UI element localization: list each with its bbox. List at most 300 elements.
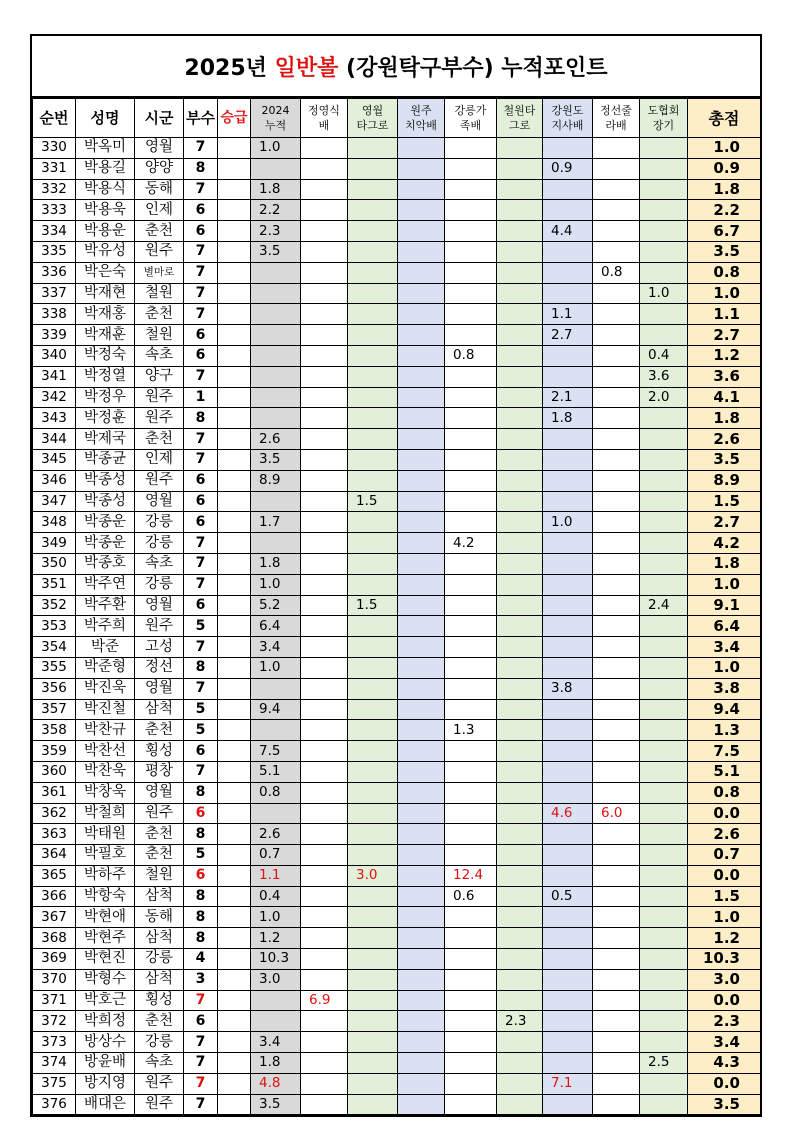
- score-cell: [251, 533, 301, 554]
- player-name: 박진철: [76, 699, 135, 720]
- score-cell: [640, 824, 688, 845]
- score-cell: [543, 1011, 593, 1032]
- row-number: 339: [33, 325, 76, 346]
- score-cell: [497, 429, 543, 450]
- total-cell: 3.5: [688, 241, 761, 262]
- score-cell: [593, 158, 640, 179]
- table-row: [33, 990, 761, 1011]
- player-city: 춘천: [135, 824, 184, 845]
- total-cell: 1.0: [688, 657, 761, 678]
- score-cell: 1.0: [543, 512, 593, 533]
- score-cell: 4.2: [445, 533, 497, 554]
- total-cell: 3.6: [688, 366, 761, 387]
- score-cell: [543, 449, 593, 470]
- table-row: [33, 533, 761, 554]
- score-cell: [301, 158, 348, 179]
- score-cell: [497, 179, 543, 200]
- score-cell: 2.3: [497, 1011, 543, 1032]
- score-cell: [593, 366, 640, 387]
- score-cell: [398, 241, 445, 262]
- score-cell: [543, 907, 593, 928]
- score-cell: [348, 387, 398, 408]
- score-cell: [445, 325, 497, 346]
- score-cell: 1.1: [543, 304, 593, 325]
- promotion-cell: [218, 595, 251, 616]
- total-cell: 2.3: [688, 1011, 761, 1032]
- player-name: 박종운: [76, 533, 135, 554]
- score-cell: [348, 179, 398, 200]
- total-cell: 7.5: [688, 741, 761, 762]
- score-cell: [543, 616, 593, 637]
- score-cell: [251, 720, 301, 741]
- promotion-cell: [218, 429, 251, 450]
- promotion-cell: [218, 200, 251, 221]
- table-row: [33, 387, 761, 408]
- player-name: 방윤배: [76, 1053, 135, 1074]
- promotion-cell: [218, 449, 251, 470]
- player-city: 삼척: [135, 699, 184, 720]
- promotion-cell: [218, 138, 251, 159]
- row-number: 364: [33, 845, 76, 866]
- score-cell: [445, 782, 497, 803]
- table-row: [33, 449, 761, 470]
- score-cell: [640, 969, 688, 990]
- player-division: 8: [184, 782, 218, 803]
- promotion-cell: [218, 491, 251, 512]
- player-name: 박진욱: [76, 678, 135, 699]
- score-cell: [398, 907, 445, 928]
- score-cell: [348, 969, 398, 990]
- player-city: 영월: [135, 678, 184, 699]
- promotion-cell: [218, 221, 251, 242]
- score-cell: [543, 574, 593, 595]
- player-city: 강릉: [135, 512, 184, 533]
- score-cell: [543, 990, 593, 1011]
- player-city: 철원: [135, 865, 184, 886]
- score-cell: [640, 1032, 688, 1053]
- score-cell: [543, 657, 593, 678]
- promotion-cell: [218, 574, 251, 595]
- score-cell: [497, 907, 543, 928]
- score-cell: [497, 366, 543, 387]
- score-cell: 3.5: [251, 1094, 301, 1115]
- player-city: 강릉: [135, 949, 184, 970]
- score-cell: [497, 720, 543, 741]
- score-cell: [398, 387, 445, 408]
- promotion-cell: [218, 158, 251, 179]
- player-division: 8: [184, 928, 218, 949]
- player-city: 평창: [135, 761, 184, 782]
- total-cell: 1.0: [688, 574, 761, 595]
- header-3: 부수: [184, 99, 218, 138]
- score-cell: [593, 179, 640, 200]
- total-cell: 2.7: [688, 325, 761, 346]
- score-cell: [348, 949, 398, 970]
- score-cell: 9.4: [251, 699, 301, 720]
- score-cell: [398, 741, 445, 762]
- promotion-cell: [218, 283, 251, 304]
- player-city: 영월: [135, 138, 184, 159]
- score-cell: [593, 241, 640, 262]
- player-division: 6: [184, 512, 218, 533]
- table-row: [33, 1073, 761, 1094]
- header-row: [33, 99, 761, 138]
- score-cell: [593, 761, 640, 782]
- score-cell: [398, 990, 445, 1011]
- score-cell: [497, 616, 543, 637]
- score-cell: [301, 491, 348, 512]
- score-cell: [398, 158, 445, 179]
- player-division: 4: [184, 949, 218, 970]
- score-cell: [398, 782, 445, 803]
- score-cell: [348, 200, 398, 221]
- player-name: 방상수: [76, 1032, 135, 1053]
- player-name: 박종균: [76, 449, 135, 470]
- promotion-cell: [218, 1094, 251, 1115]
- table-row: [33, 741, 761, 762]
- total-cell: 9.4: [688, 699, 761, 720]
- player-division: 7: [184, 533, 218, 554]
- score-cell: [543, 741, 593, 762]
- total-cell: 1.8: [688, 179, 761, 200]
- score-cell: [445, 429, 497, 450]
- score-cell: [348, 1073, 398, 1094]
- score-cell: [398, 533, 445, 554]
- total-cell: 0.0: [688, 803, 761, 824]
- score-cell: [301, 574, 348, 595]
- score-cell: [445, 553, 497, 574]
- table-row: [33, 678, 761, 699]
- score-cell: [593, 387, 640, 408]
- score-cell: [348, 553, 398, 574]
- title-year: 2025년: [184, 55, 267, 81]
- promotion-cell: [218, 761, 251, 782]
- player-division: 7: [184, 990, 218, 1011]
- score-cell: [445, 221, 497, 242]
- player-division: 6: [184, 595, 218, 616]
- row-number: 351: [33, 574, 76, 595]
- total-cell: 1.8: [688, 408, 761, 429]
- score-cell: [398, 865, 445, 886]
- row-number: 336: [33, 262, 76, 283]
- table-row: [33, 1032, 761, 1053]
- score-cell: [398, 325, 445, 346]
- score-cell: [497, 1094, 543, 1115]
- row-number: 345: [33, 449, 76, 470]
- row-number: 373: [33, 1032, 76, 1053]
- score-cell: [301, 179, 348, 200]
- score-cell: [497, 262, 543, 283]
- score-cell: [543, 262, 593, 283]
- score-cell: 0.5: [543, 886, 593, 907]
- score-cell: 4.4: [543, 221, 593, 242]
- player-city: 속초: [135, 1053, 184, 1074]
- score-cell: [445, 179, 497, 200]
- score-cell: [348, 512, 398, 533]
- score-cell: [593, 345, 640, 366]
- score-cell: [301, 470, 348, 491]
- player-name: 박현애: [76, 907, 135, 928]
- player-division: 7: [184, 1032, 218, 1053]
- score-cell: [348, 533, 398, 554]
- row-number: 343: [33, 408, 76, 429]
- score-cell: [251, 366, 301, 387]
- table-row: [33, 200, 761, 221]
- player-city: 영월: [135, 491, 184, 512]
- score-cell: [251, 325, 301, 346]
- player-city: 삼척: [135, 886, 184, 907]
- player-city: 동해: [135, 907, 184, 928]
- player-division: 7: [184, 553, 218, 574]
- total-cell: 2.6: [688, 429, 761, 450]
- score-cell: [593, 741, 640, 762]
- score-cell: 7.1: [543, 1073, 593, 1094]
- score-cell: [543, 720, 593, 741]
- score-cell: [251, 158, 301, 179]
- player-name: 배대은: [76, 1094, 135, 1115]
- score-cell: 6.0: [593, 803, 640, 824]
- score-cell: [445, 408, 497, 429]
- score-cell: [593, 533, 640, 554]
- player-name: 박재현: [76, 283, 135, 304]
- player-division: 6: [184, 345, 218, 366]
- player-name: 박종운: [76, 512, 135, 533]
- score-cell: [640, 241, 688, 262]
- score-cell: 0.7: [251, 845, 301, 866]
- player-division: 7: [184, 429, 218, 450]
- total-cell: 9.1: [688, 595, 761, 616]
- table-row: [33, 366, 761, 387]
- score-cell: [543, 699, 593, 720]
- score-cell: 1.2: [251, 928, 301, 949]
- score-cell: [445, 200, 497, 221]
- score-cell: [398, 969, 445, 990]
- player-city: 속초: [135, 553, 184, 574]
- row-number: 356: [33, 678, 76, 699]
- score-cell: [640, 138, 688, 159]
- score-cell: [640, 512, 688, 533]
- player-division: 6: [184, 491, 218, 512]
- row-number: 370: [33, 969, 76, 990]
- score-cell: [251, 990, 301, 1011]
- score-cell: [593, 325, 640, 346]
- score-cell: 1.8: [251, 179, 301, 200]
- score-cell: [593, 200, 640, 221]
- score-cell: [445, 761, 497, 782]
- score-cell: [398, 408, 445, 429]
- score-cell: 2.4: [640, 595, 688, 616]
- promotion-cell: [218, 470, 251, 491]
- promotion-cell: [218, 1011, 251, 1032]
- score-cell: [543, 179, 593, 200]
- player-name: 박정숙: [76, 345, 135, 366]
- player-division: 6: [184, 803, 218, 824]
- player-city: 원주: [135, 1094, 184, 1115]
- score-cell: [640, 221, 688, 242]
- score-cell: 12.4: [445, 865, 497, 886]
- header-13: 도협회 장기: [640, 99, 688, 138]
- promotion-cell: [218, 553, 251, 574]
- score-cell: [497, 865, 543, 886]
- player-division: 6: [184, 221, 218, 242]
- score-cell: [348, 283, 398, 304]
- score-cell: 1.0: [251, 657, 301, 678]
- score-cell: [398, 1011, 445, 1032]
- score-cell: [301, 637, 348, 658]
- player-name: 박찬욱: [76, 761, 135, 782]
- player-city: 원주: [135, 616, 184, 637]
- score-cell: [301, 241, 348, 262]
- score-cell: [445, 845, 497, 866]
- score-cell: [543, 949, 593, 970]
- total-cell: 3.4: [688, 637, 761, 658]
- score-cell: [640, 1011, 688, 1032]
- score-cell: 0.4: [640, 345, 688, 366]
- score-cell: [640, 553, 688, 574]
- player-division: 7: [184, 1053, 218, 1074]
- promotion-cell: [218, 803, 251, 824]
- score-cell: [398, 845, 445, 866]
- row-number: 361: [33, 782, 76, 803]
- score-cell: [640, 200, 688, 221]
- score-cell: [398, 221, 445, 242]
- score-cell: [640, 533, 688, 554]
- score-cell: [445, 969, 497, 990]
- player-name: 박제국: [76, 429, 135, 450]
- row-number: 330: [33, 138, 76, 159]
- score-cell: [301, 533, 348, 554]
- score-cell: [445, 262, 497, 283]
- row-number: 340: [33, 345, 76, 366]
- score-cell: [640, 928, 688, 949]
- score-cell: [543, 782, 593, 803]
- promotion-cell: [218, 657, 251, 678]
- player-division: 7: [184, 304, 218, 325]
- table-row: [33, 408, 761, 429]
- score-cell: [348, 637, 398, 658]
- player-city: 춘천: [135, 720, 184, 741]
- row-number: 374: [33, 1053, 76, 1074]
- player-division: 1: [184, 387, 218, 408]
- player-name: 박항숙: [76, 886, 135, 907]
- score-cell: [497, 1073, 543, 1094]
- score-cell: [398, 1053, 445, 1074]
- player-division: 5: [184, 720, 218, 741]
- score-cell: [445, 990, 497, 1011]
- player-division: 5: [184, 845, 218, 866]
- score-cell: 2.5: [640, 1053, 688, 1074]
- score-cell: 1.1: [251, 865, 301, 886]
- score-cell: [398, 1032, 445, 1053]
- player-city: 양구: [135, 366, 184, 387]
- score-cell: [497, 408, 543, 429]
- score-cell: [301, 824, 348, 845]
- score-cell: 1.0: [251, 574, 301, 595]
- player-division: 3: [184, 969, 218, 990]
- score-cell: [251, 408, 301, 429]
- total-cell: 0.8: [688, 782, 761, 803]
- total-cell: 3.5: [688, 1094, 761, 1115]
- player-name: 박찬규: [76, 720, 135, 741]
- score-cell: [301, 1094, 348, 1115]
- score-cell: [640, 720, 688, 741]
- score-cell: [301, 304, 348, 325]
- score-cell: [640, 990, 688, 1011]
- row-number: 348: [33, 512, 76, 533]
- score-cell: [301, 366, 348, 387]
- player-name: 박종성: [76, 491, 135, 512]
- promotion-cell: [218, 865, 251, 886]
- table-row: [33, 928, 761, 949]
- total-cell: 6.4: [688, 616, 761, 637]
- total-cell: 1.2: [688, 345, 761, 366]
- promotion-cell: [218, 720, 251, 741]
- score-cell: [543, 845, 593, 866]
- score-cell: [445, 138, 497, 159]
- score-cell: [348, 678, 398, 699]
- score-cell: [348, 304, 398, 325]
- score-cell: [497, 761, 543, 782]
- table-row: [33, 803, 761, 824]
- player-name: 박주희: [76, 616, 135, 637]
- score-cell: [543, 138, 593, 159]
- score-cell: [497, 449, 543, 470]
- player-name: 박찬선: [76, 741, 135, 762]
- score-cell: [640, 491, 688, 512]
- player-name: 박호근: [76, 990, 135, 1011]
- score-cell: [543, 824, 593, 845]
- promotion-cell: [218, 928, 251, 949]
- row-number: 359: [33, 741, 76, 762]
- score-cell: [640, 179, 688, 200]
- score-cell: [543, 366, 593, 387]
- player-division: 6: [184, 741, 218, 762]
- score-cell: [543, 595, 593, 616]
- score-cell: [398, 345, 445, 366]
- table-row: [33, 657, 761, 678]
- promotion-cell: [218, 533, 251, 554]
- score-cell: [445, 1073, 497, 1094]
- score-cell: [593, 512, 640, 533]
- score-cell: [640, 678, 688, 699]
- table-row: [33, 304, 761, 325]
- row-number: 352: [33, 595, 76, 616]
- score-cell: [398, 1073, 445, 1094]
- title-highlight: 일반볼: [274, 55, 339, 81]
- score-cell: [251, 803, 301, 824]
- total-cell: 2.2: [688, 200, 761, 221]
- total-cell: 1.5: [688, 491, 761, 512]
- score-cell: [543, 1032, 593, 1053]
- player-name: 박재훈: [76, 325, 135, 346]
- score-cell: [497, 1053, 543, 1074]
- player-city: 춘천: [135, 429, 184, 450]
- score-cell: [301, 741, 348, 762]
- table-row: [33, 637, 761, 658]
- score-cell: 2.1: [543, 387, 593, 408]
- player-division: 7: [184, 1094, 218, 1115]
- player-name: 박정우: [76, 387, 135, 408]
- promotion-cell: [218, 512, 251, 533]
- table-row: [33, 907, 761, 928]
- score-cell: 0.8: [593, 262, 640, 283]
- promotion-cell: [218, 1053, 251, 1074]
- score-cell: [640, 761, 688, 782]
- table-row: [33, 325, 761, 346]
- promotion-cell: [218, 408, 251, 429]
- promotion-cell: [218, 845, 251, 866]
- score-cell: [348, 720, 398, 741]
